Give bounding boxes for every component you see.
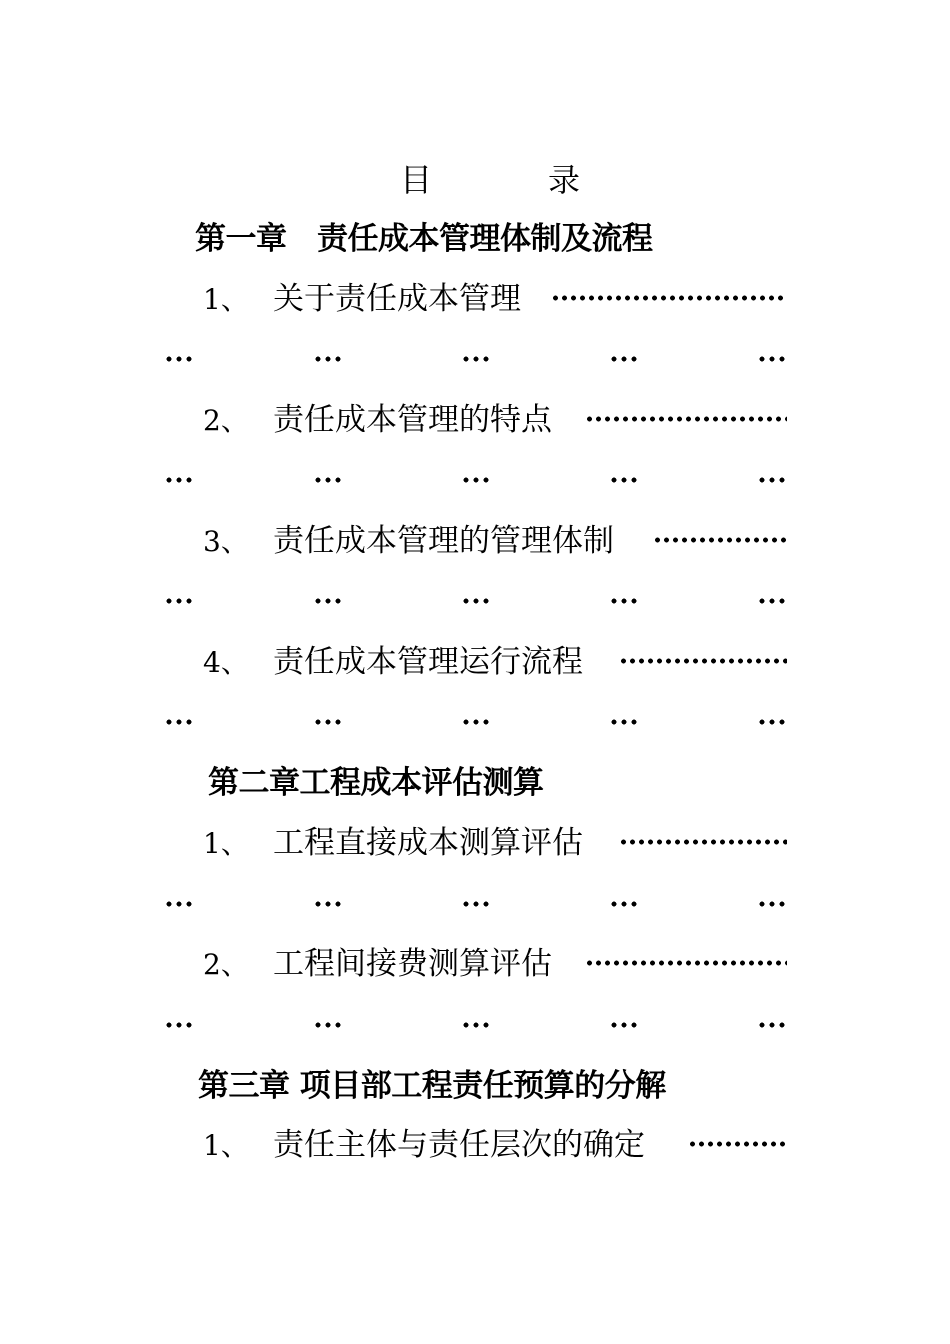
toc-item[interactable] bbox=[203, 520, 614, 563]
dot-leader-row bbox=[0, 719, 950, 729]
toc-item[interactable] bbox=[203, 1124, 645, 1167]
toc-item[interactable] bbox=[203, 943, 552, 986]
toc-item-text: 责任成本管理的管理体制 bbox=[273, 523, 614, 559]
dot-leader bbox=[653, 537, 787, 543]
toc-item-number: 3、 bbox=[203, 525, 249, 558]
chapter-heading: 第三章 项目部工程责任预算的分解 bbox=[198, 1068, 666, 1104]
dot-leader bbox=[619, 839, 787, 845]
title-char-right: 录 bbox=[548, 161, 581, 199]
toc-item-number: 2、 bbox=[203, 948, 249, 981]
toc-item-number: 4、 bbox=[203, 646, 249, 679]
toc-item-text: 责任成本管理运行流程 bbox=[273, 644, 583, 680]
dot-leader-row bbox=[0, 1022, 950, 1032]
toc-item[interactable] bbox=[203, 278, 521, 321]
toc-title bbox=[0, 158, 950, 202]
dot-leader-row bbox=[0, 356, 950, 366]
chapter-heading: 第二章工程成本评估测算 bbox=[208, 765, 544, 801]
dot-leader-row bbox=[0, 598, 950, 608]
toc-item[interactable] bbox=[203, 822, 583, 865]
toc-item-text: 责任成本管理的特点 bbox=[273, 402, 552, 438]
toc-item-number: 1、 bbox=[203, 283, 249, 316]
dot-leader-row bbox=[0, 477, 950, 487]
toc-item[interactable] bbox=[203, 399, 552, 442]
toc-item-number: 2、 bbox=[203, 404, 249, 437]
dot-leader-row bbox=[0, 901, 950, 911]
toc-item[interactable] bbox=[203, 641, 583, 684]
toc-item-text: 工程间接费测算评估 bbox=[273, 946, 552, 982]
title-char-left: 目 bbox=[400, 161, 433, 199]
toc-item-text: 责任主体与责任层次的确定 bbox=[273, 1127, 645, 1163]
toc-item-number: 1、 bbox=[203, 1129, 249, 1162]
toc-item-text: 关于责任成本管理 bbox=[273, 281, 521, 317]
toc-item-text: 工程直接成本测算评估 bbox=[273, 825, 583, 861]
chapter-heading: 第一章 责任成本管理体制及流程 bbox=[195, 221, 653, 257]
dot-leader bbox=[619, 658, 787, 664]
dot-leader bbox=[688, 1141, 787, 1147]
dot-leader bbox=[551, 295, 787, 301]
toc-item-number: 1、 bbox=[203, 827, 249, 860]
dot-leader bbox=[585, 416, 787, 422]
dot-leader bbox=[585, 960, 787, 966]
